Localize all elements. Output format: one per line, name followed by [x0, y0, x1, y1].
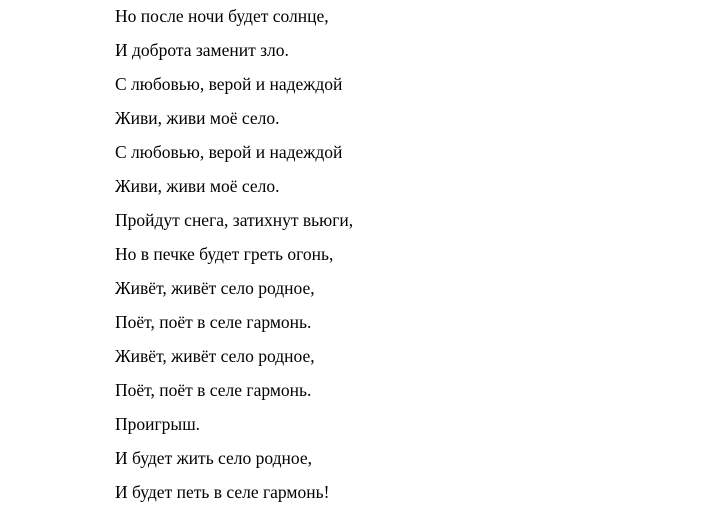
- lyric-line: С любовью, верой и надеждой: [115, 142, 343, 162]
- lyric-line: Живи, живи моё село.: [115, 108, 280, 128]
- lyric-line: Но в печке будет греть огонь,: [115, 244, 334, 264]
- lyric-line: Поёт, поёт в селе гармонь.: [115, 380, 312, 400]
- lyric-line: Но после ночи будет солнце,: [115, 6, 329, 26]
- lyric-line: Поёт, поёт в селе гармонь.: [115, 312, 312, 332]
- lyric-line: И доброта заменит зло.: [115, 40, 289, 60]
- song-lyrics: [115, 3, 353, 513]
- lyric-line: Проигрыш.: [115, 414, 201, 434]
- lyric-line: Живёт, живёт село родное,: [115, 346, 315, 366]
- lyric-line: Пройдут снега, затихнут вьюги,: [115, 210, 354, 230]
- lyric-line: С любовью, верой и надеждой: [115, 74, 343, 94]
- lyric-line: Живёт, живёт село родное,: [115, 278, 315, 298]
- lyric-line: И будет петь в селе гармонь!: [115, 482, 330, 502]
- lyric-line: И будет жить село родное,: [115, 448, 313, 468]
- lyric-line: Живи, живи моё село.: [115, 176, 280, 196]
